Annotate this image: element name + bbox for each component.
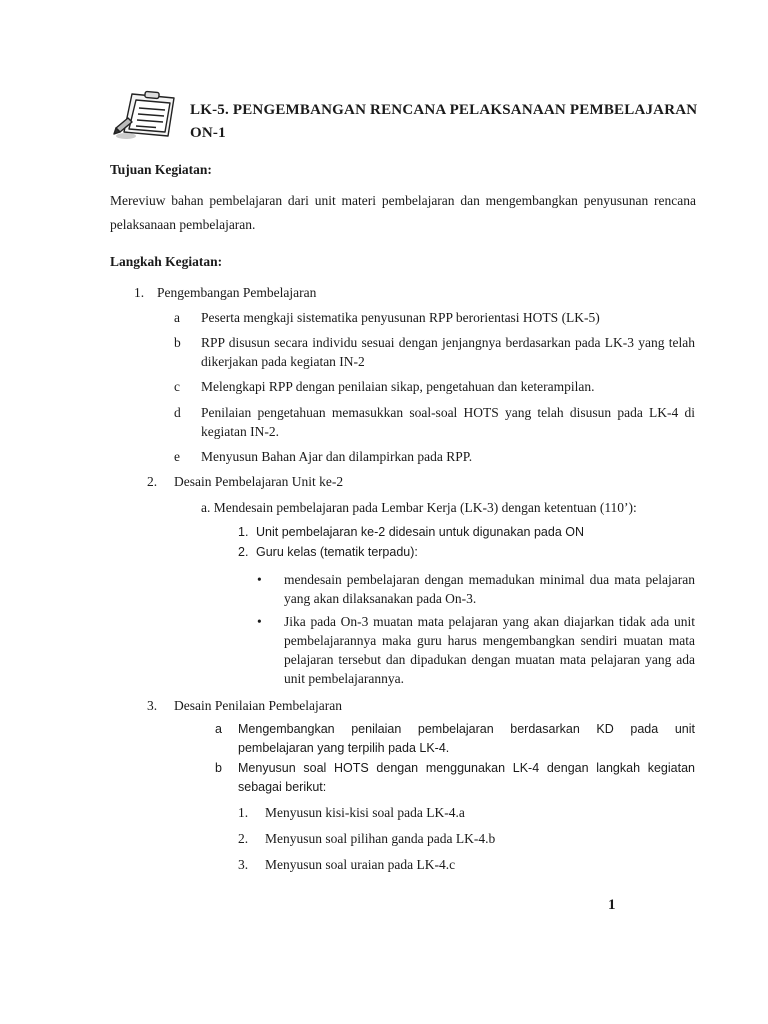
section3-title: Desain Penilaian Pembelajaran [174,698,342,713]
s2-bullet-1-text: mendesain pembelajaran dengan memadukan minimal dua mata pelajaran yang akan dilaksanakan pada On-3. [284,572,695,606]
s1-item-d-letter: d [174,405,181,420]
s3-item-b-letter: b [215,761,222,775]
s1-item-b-text: RPP disusun secara individu sesuai dengan jenjangnya berdasarkan pada LK-3 yang telah dikerjakan pada kegiatan IN-2 [201,335,695,369]
title-line-1: LK-5. PENGEMBANGAN RENCANA PELAKSANAAN PEMBELAJARAN [190,102,698,118]
s3-item-a-text: Mengembangkan penilaian pembelajaran berdasarkan KD pada unit pembelajaran yang terpilih pada LK-4. [238,722,695,755]
s1-item-c-letter: c [174,379,180,394]
s3-item-b-text: Menyusun soal HOTS dengan menggunakan LK-4 dengan langkah kegiatan sebagai berikut: [238,761,695,794]
s2-item-2-text: Guru kelas (tematik terpadu): [256,545,418,559]
s1-item-b-letter: b [174,335,181,350]
s3-step-3-text: Menyusun soal uraian pada LK-4.c [265,857,456,872]
section1-title: Pengembangan Pembelajaran [157,285,317,300]
tujuan-heading: Tujuan Kegiatan: [110,162,212,177]
s3-step-1-number: 1. [238,805,249,820]
tujuan-text: Mereviuw bahan pembelajaran dari unit materi pembelajaran dan mengembangkan penyusunan rencana pelaksanaan pembelajaran. [110,193,696,232]
section2-number: 2. [147,474,158,489]
s2-bullet-2-symbol: • [257,614,262,629]
s2-item-2-number: 2. [238,545,249,559]
section1-number: 1. [134,285,145,300]
title-line-2: ON-1 [190,125,226,141]
s1-item-c-text: Melengkapi RPP dengan penilaian sikap, pengetahuan dan keterampilan. [201,379,595,394]
section3-number: 3. [147,698,158,713]
s3-item-a-letter: a [215,722,222,736]
page-title [190,102,710,142]
s1-item-d-text: Penilaian pengetahuan memasukkan soal-soal HOTS yang telah disusun pada LK-4 di kegiatan IN-2. [201,405,695,439]
s3-step-3-number: 3. [238,857,249,872]
langkah-heading: Langkah Kegiatan: [110,254,223,269]
s3-step-2-number: 2. [238,831,249,846]
s1-item-a-letter: a [174,310,180,325]
s2-item-1-number: 1. [238,525,249,539]
s1-item-e-text: Menyusun Bahan Ajar dan dilampirkan pada RPP. [201,449,473,464]
s1-item-a-text: Peserta mengkaji sistematika penyusunan RPP berorientasi HOTS (LK-5) [201,310,600,325]
s2-sub-a: a. Mendesain pembelajaran pada Lembar Kerja (LK-3) dengan ketentuan (110’): [201,500,637,515]
section2-title: Desain Pembelajaran Unit ke-2 [174,474,344,489]
s3-step-1-text: Menyusun kisi-kisi soal pada LK-4.a [265,805,465,820]
s2-item-1-text: Unit pembelajaran ke-2 didesain untuk digunakan pada ON [256,525,584,539]
s1-item-e-letter: e [174,449,180,464]
page-number: 1 [608,897,616,913]
clipboard-writing-icon [112,88,184,142]
s2-bullet-2-text: Jika pada On-3 muatan mata pelajaran yang akan diajarkan tidak ada unit pembelajarannya maka guru harus mengembangkan sendiri muatan mata pelajaran tersebut dan dipadukan dengan muatan mata pelajaran yang ada unit pembelajarannya. [284,614,695,686]
s2-bullet-1-symbol: • [257,572,262,587]
s3-step-2-text: Menyusun soal pilihan ganda pada LK-4.b [265,831,496,846]
